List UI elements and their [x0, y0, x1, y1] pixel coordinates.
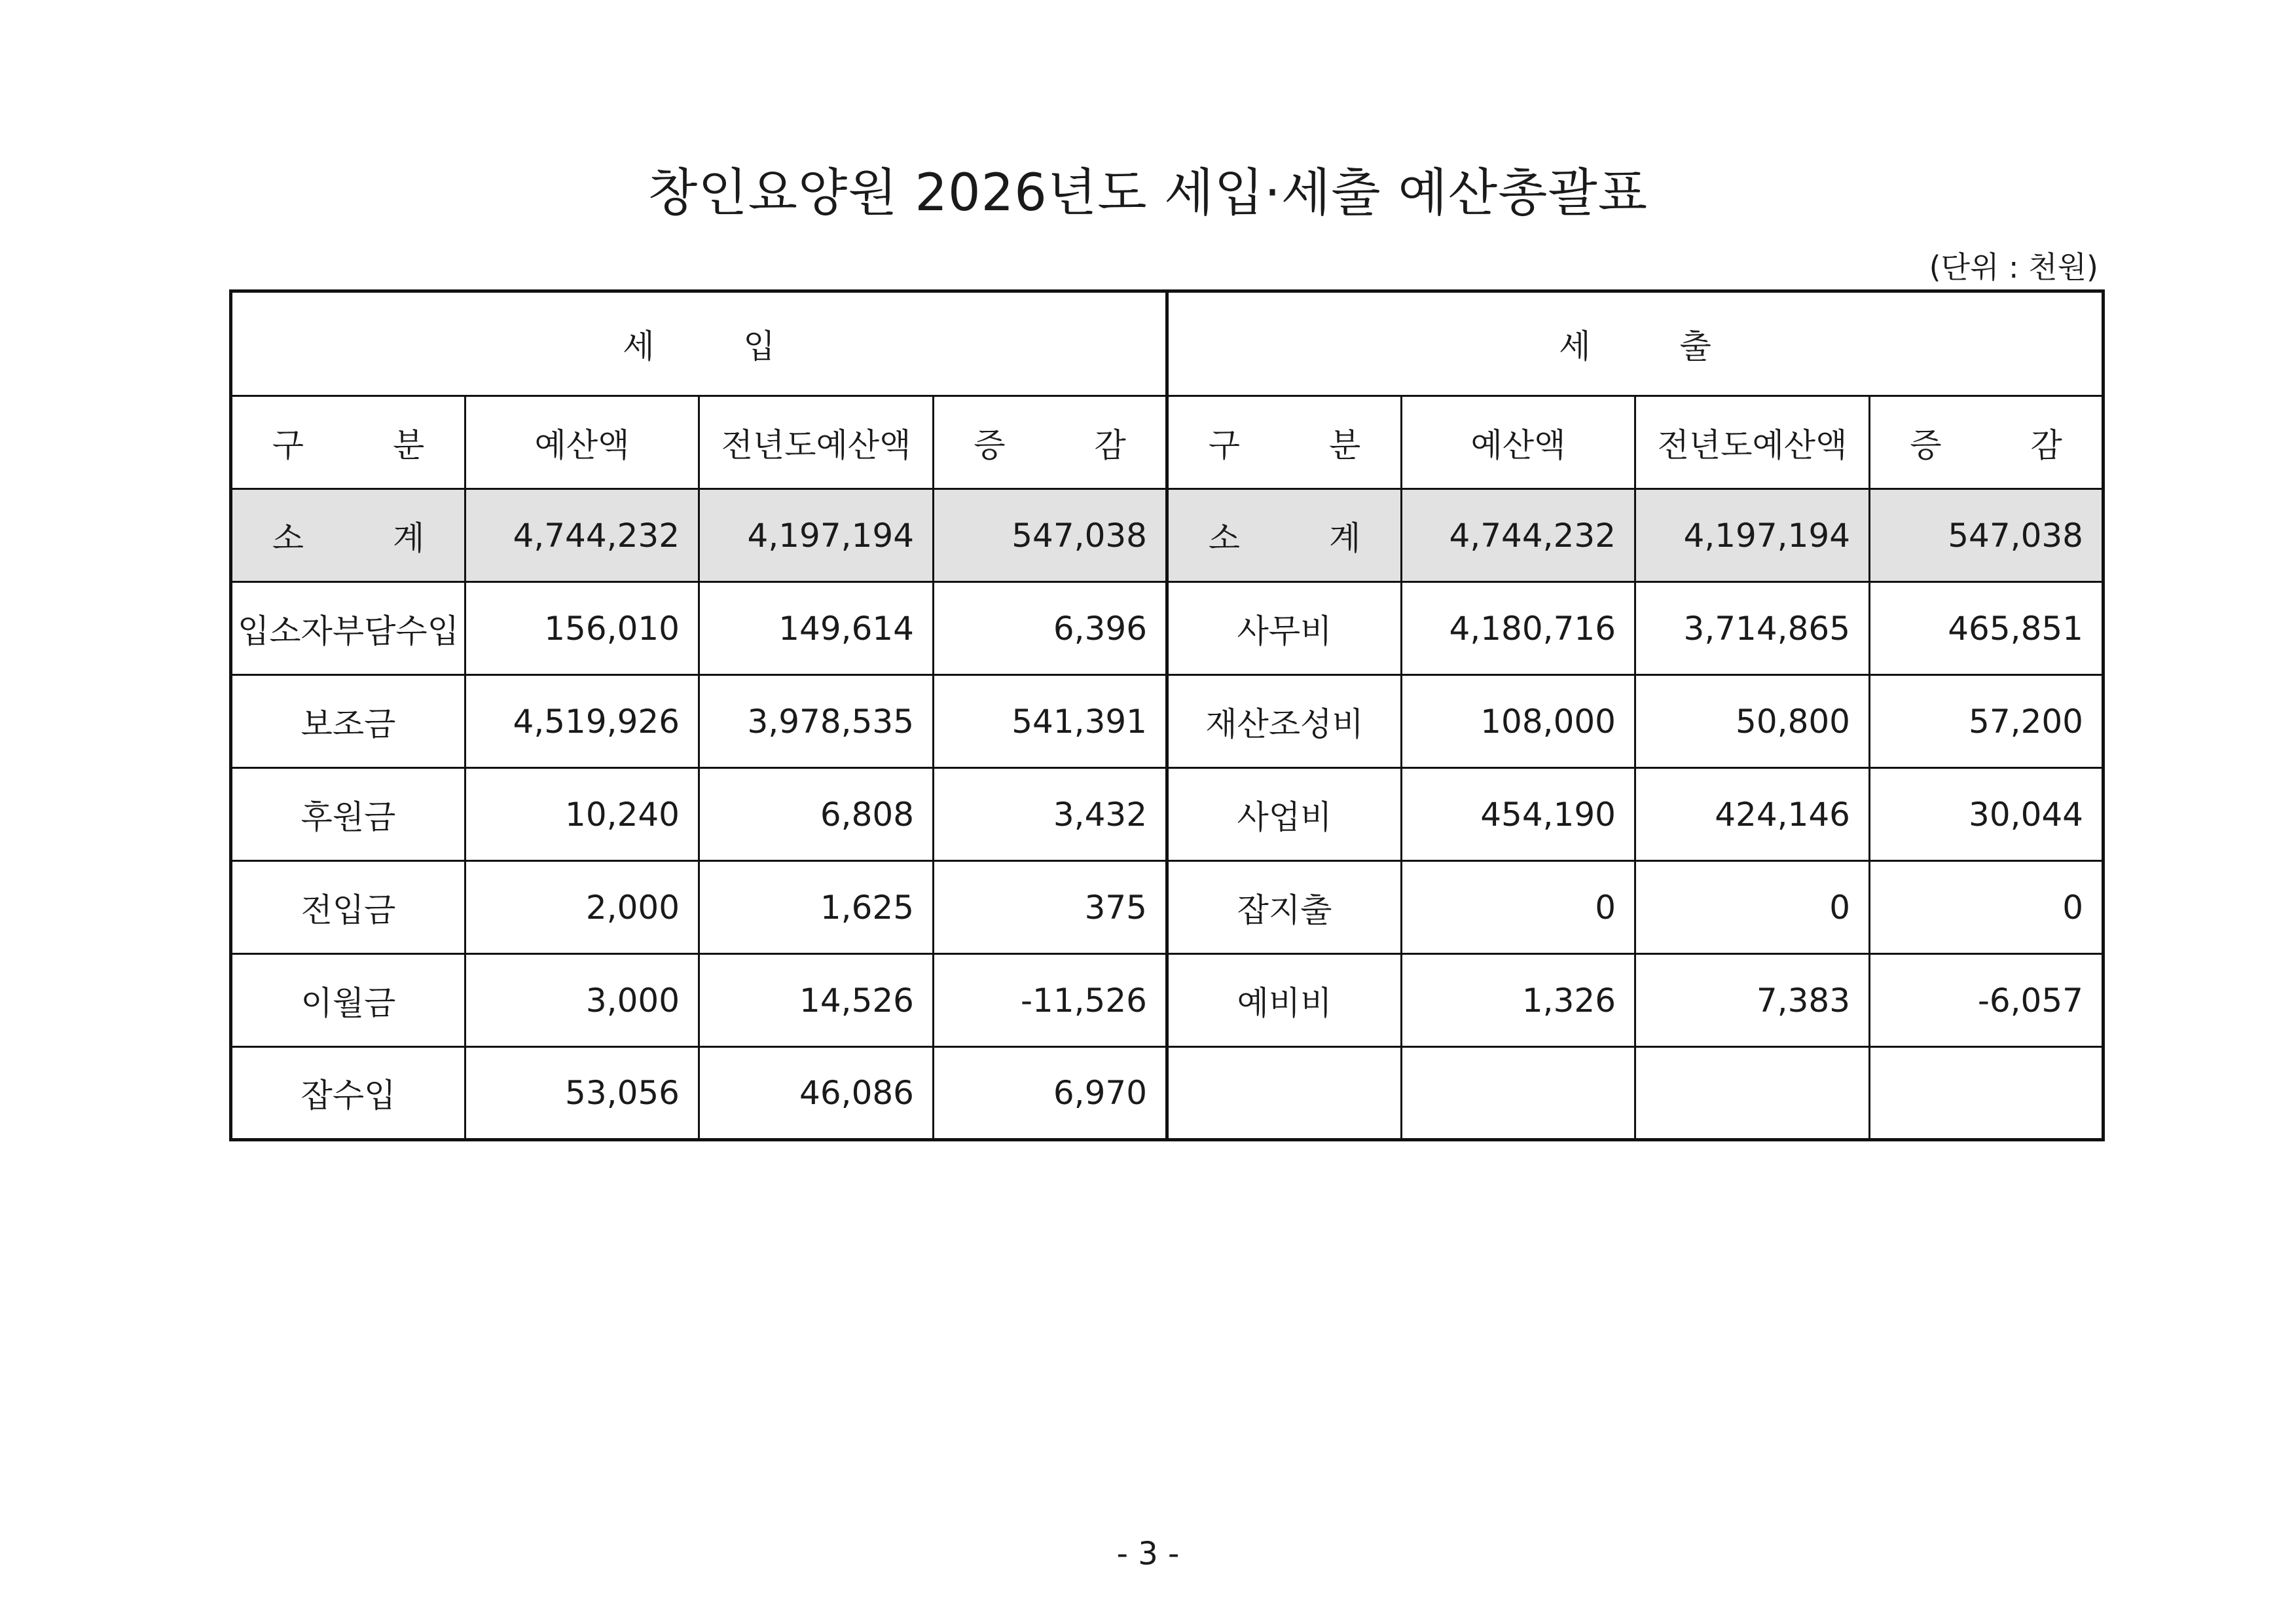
revenue-item-name: 후원금 [231, 768, 465, 861]
revenue-item-name: 전입금 [231, 861, 465, 954]
column-header-row [231, 396, 2104, 489]
expenditure-item-change: 465,851 [1870, 582, 2104, 675]
expenditure-item-name: 예비비 [1167, 954, 1402, 1047]
revenue-item-budget: 2,000 [465, 861, 699, 954]
expenditure-item-prev-budget: 50,800 [1635, 675, 1870, 768]
expenditure-col-change: 증 감 [1870, 396, 2104, 489]
revenue-item-prev-budget: 14,526 [699, 954, 934, 1047]
revenue-item-budget: 4,519,926 [465, 675, 699, 768]
expenditure-item-name: 사무비 [1167, 582, 1402, 675]
revenue-col-change: 증 감 [934, 396, 1167, 489]
expenditure-col-budget: 예산액 [1402, 396, 1635, 489]
expenditure-item-prev-budget [1635, 1047, 1870, 1140]
revenue-item-prev-budget: 6,808 [699, 768, 934, 861]
expenditure-item-prev-budget: 424,146 [1635, 768, 1870, 861]
expenditure-subtotal-change: 547,038 [1870, 489, 2104, 582]
unit-note: (단위 : 천원) [1929, 249, 2098, 285]
revenue-item-name: 입소자부담수입 [231, 582, 465, 675]
page-number: - 3 - [1116, 1536, 1180, 1572]
revenue-item-budget: 3,000 [465, 954, 699, 1047]
revenue-subtotal-change: 547,038 [934, 489, 1167, 582]
table-row [231, 768, 2104, 861]
revenue-item-change: 6,396 [934, 582, 1167, 675]
expenditure-item-budget [1402, 1047, 1635, 1140]
table-row [231, 861, 2104, 954]
revenue-item-prev-budget: 1,625 [699, 861, 934, 954]
expenditure-item-budget: 0 [1402, 861, 1635, 954]
revenue-item-change: 375 [934, 861, 1167, 954]
budget-summary-table [229, 289, 2105, 1141]
revenue-subtotal-label: 소 계 [231, 489, 465, 582]
expenditure-subtotal-label: 소 계 [1167, 489, 1402, 582]
expenditure-item-prev-budget: 0 [1635, 861, 1870, 954]
table-row [231, 675, 2104, 768]
revenue-subtotal-prev-budget: 4,197,194 [699, 489, 934, 582]
expenditure-item-budget: 4,180,716 [1402, 582, 1635, 675]
revenue-item-name: 보조금 [231, 675, 465, 768]
revenue-col-budget: 예산액 [465, 396, 699, 489]
expenditure-item-change: -6,057 [1870, 954, 2104, 1047]
expenditure-item-change [1870, 1047, 2104, 1140]
expenditure-item-budget: 454,190 [1402, 768, 1635, 861]
page-title: 창인요양원 2026년도 세입·세출 예산총괄표 [647, 164, 1649, 223]
revenue-item-prev-budget: 149,614 [699, 582, 934, 675]
table-row [231, 954, 2104, 1047]
expenditure-item-change: 57,200 [1870, 675, 2104, 768]
expenditure-item-change: 30,044 [1870, 768, 2104, 861]
expenditure-item-budget: 108,000 [1402, 675, 1635, 768]
expenditure-item-name [1167, 1047, 1402, 1140]
section-header-row [231, 291, 2104, 396]
expenditure-item-change: 0 [1870, 861, 2104, 954]
subtotal-row [231, 489, 2104, 582]
revenue-item-change: -11,526 [934, 954, 1167, 1047]
revenue-col-prev-budget: 전년도예산액 [699, 396, 934, 489]
expenditure-item-name: 사업비 [1167, 768, 1402, 861]
revenue-section-header: 세 입 [231, 291, 1167, 396]
revenue-item-budget: 156,010 [465, 582, 699, 675]
expenditure-item-name: 잡지출 [1167, 861, 1402, 954]
expenditure-subtotal-prev-budget: 4,197,194 [1635, 489, 1870, 582]
expenditure-item-prev-budget: 7,383 [1635, 954, 1870, 1047]
revenue-item-prev-budget: 46,086 [699, 1047, 934, 1140]
expenditure-item-name: 재산조성비 [1167, 675, 1402, 768]
expenditure-subtotal-budget: 4,744,232 [1402, 489, 1635, 582]
revenue-item-change: 6,970 [934, 1047, 1167, 1140]
revenue-item-change: 3,432 [934, 768, 1167, 861]
table-row [231, 582, 2104, 675]
table-row [231, 1047, 2104, 1140]
expenditure-section-header: 세 출 [1167, 291, 2104, 396]
revenue-item-budget: 10,240 [465, 768, 699, 861]
revenue-col-category: 구 분 [231, 396, 465, 489]
expenditure-item-prev-budget: 3,714,865 [1635, 582, 1870, 675]
revenue-item-prev-budget: 3,978,535 [699, 675, 934, 768]
expenditure-item-budget: 1,326 [1402, 954, 1635, 1047]
revenue-item-name: 잡수입 [231, 1047, 465, 1140]
revenue-subtotal-budget: 4,744,232 [465, 489, 699, 582]
expenditure-col-prev-budget: 전년도예산액 [1635, 396, 1870, 489]
revenue-item-name: 이월금 [231, 954, 465, 1047]
revenue-item-budget: 53,056 [465, 1047, 699, 1140]
revenue-item-change: 541,391 [934, 675, 1167, 768]
expenditure-col-category: 구 분 [1167, 396, 1402, 489]
